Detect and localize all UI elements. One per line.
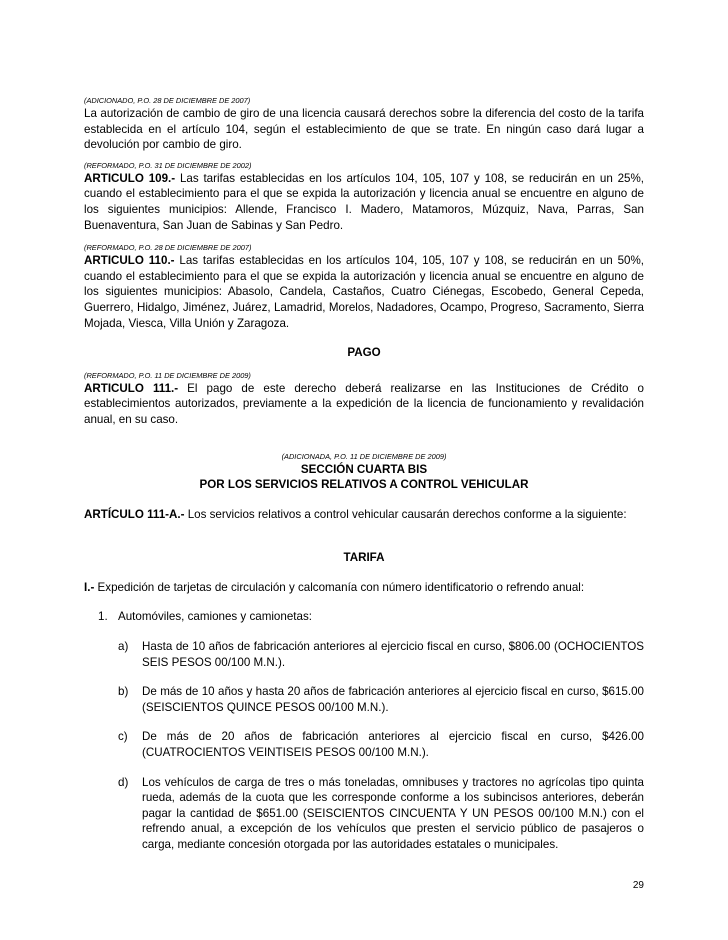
list-item-text: Automóviles, camiones y camionetas: bbox=[118, 610, 312, 624]
article-109-title: ARTICULO 109.- bbox=[84, 171, 176, 185]
list-item-text: Los vehículos de carga de tres o más toneladas, omnibuses y tractores no agrícolas tipo quinta rueda, además de la cuota que les corresponde conforme a los subincisos anteriores, deberán pagar la cantidad de $651.00 (SEISCIENTOS CINCUENTA Y UN PESOS 00/100 M.N.) con el refrendo anual, a excepción de los vehículos que presten el servicio público de pasajeros o carga, mediante concesión otorgada por las autoridades estatales o municipales. bbox=[142, 775, 644, 851]
fraccion-i-text: Expedición de tarjetas de circulación y calcomanía con número identificatorio o refrendo anual: bbox=[94, 580, 585, 594]
list-item-text: Hasta de 10 años de fabricación anteriores al ejercicio fiscal en curso, $806.00 (OCHOCIENTOS SEIS PESOS 00/100 M.N.). bbox=[142, 640, 644, 669]
list-item-label: d) bbox=[118, 775, 129, 789]
article-111-a bbox=[84, 507, 644, 523]
amendment-note: (REFORMADO, P.O. 28 DE DICIEMBRE DE 2007) bbox=[84, 243, 252, 253]
list-item-label: 1. bbox=[98, 610, 108, 624]
list-item bbox=[118, 775, 644, 853]
article-110 bbox=[84, 253, 644, 331]
list-item-text: De más de 20 años de fabricación anteriores al ejercicio fiscal en curso, $426.00 (CUATROCIENTOS VEINTISEIS PESOS 00/100 M.N.). bbox=[142, 730, 644, 760]
article-111-title: ARTICULO 111.- bbox=[84, 381, 179, 395]
list-item-label: a) bbox=[118, 640, 129, 654]
article-111 bbox=[84, 381, 644, 428]
list-item-label: c) bbox=[118, 730, 128, 744]
amendment-note: (REFORMADO, P.O. 31 DE DICIEMBRE DE 2002) bbox=[84, 160, 252, 170]
list-item-text: De más de 10 años y hasta 20 años de fabricación anteriores al ejercicio fiscal en curso, $615.00 (SEISCIENTOS QUINCE PESOS 00/100 M.N.). bbox=[142, 685, 644, 714]
amendment-note: (ADICIONADO, P.O. 28 DE DICIEMBRE DE 2007) bbox=[84, 96, 251, 105]
article-111-text: El pago de este derecho deberá realizarse en las Instituciones de Crédito o establecimientos autorizados, previamente a la expedición de la licencia de funcionamiento y revalidación anual, en su caso. bbox=[84, 381, 644, 426]
list-item bbox=[118, 639, 644, 670]
list-item bbox=[98, 609, 644, 625]
article-109-text: Las tarifas establecidas en los artículos 104, 105, 107 y 108, se reducirán en un 25%, cuando el establecimiento para el que se expida la autorización y licencia anual se encuentre en alguno de los siguientes municipios: Allende, Francisco I. Madero, Matamoros, Múzquiz, Nava, Parras, San Buenaventura, San Juan de Sabinas y San Pedro. bbox=[84, 171, 644, 232]
article-110-text: Las tarifas establecidas en los artículos 104, 105, 107 y 108, se reducirán en un 50%, cuando el establecimiento para el que se expida la autorización y licencia anual se encuentre en alguno de los siguientes municipios: Abasolo, Candela, Castaños, Cuatro Ciénegas, Escobedo, General Cepeda, Guerrero, Hidalgo, Jiménez, Juárez, Lamadrid, Morelos, Nadadores, Ocampo, Progreso, Sacramento, Sierra Mojada, Viesca, Villa Unión y Zaragoza. bbox=[84, 254, 644, 330]
article-110-title: ARTICULO 110.- bbox=[84, 254, 175, 268]
document-page bbox=[84, 96, 644, 853]
fraccion-i-label: I.- bbox=[84, 580, 95, 594]
page-number: 29 bbox=[632, 880, 644, 891]
paragraph-cambio-giro: La autorización de cambio de giro de una licencia causará derechos sobre la diferencia del costo de la tarifa establecida en el artículo 104, según el establecimiento de que se trate. En ningún caso dará lugar a devolución por cambio de giro. bbox=[84, 107, 644, 152]
list-item bbox=[118, 684, 644, 715]
heading-tarifa: TARIFA bbox=[343, 551, 385, 565]
list-item-label: b) bbox=[118, 685, 129, 699]
list-item bbox=[118, 729, 644, 760]
amendment-note: (ADICIONADA, P.O. 11 DE DICIEMBRE DE 2009) bbox=[281, 451, 447, 461]
article-111-a-text: Los servicios relativos a control vehicular causarán derechos conforme a la siguiente: bbox=[184, 507, 627, 521]
fraccion-i bbox=[84, 580, 644, 596]
heading-pago: PAGO bbox=[347, 346, 381, 360]
amendment-note: (REFORMADO, P.O. 11 DE DICIEMBRE DE 2009) bbox=[84, 370, 251, 380]
section-title: SECCIÓN CUARTA BIS bbox=[300, 462, 428, 476]
section-subtitle: POR LOS SERVICIOS RELATIVOS A CONTROL VEHICULAR bbox=[199, 478, 529, 492]
article-109 bbox=[84, 171, 644, 233]
article-111-a-title: ARTÍCULO 111-A.- bbox=[84, 507, 185, 521]
